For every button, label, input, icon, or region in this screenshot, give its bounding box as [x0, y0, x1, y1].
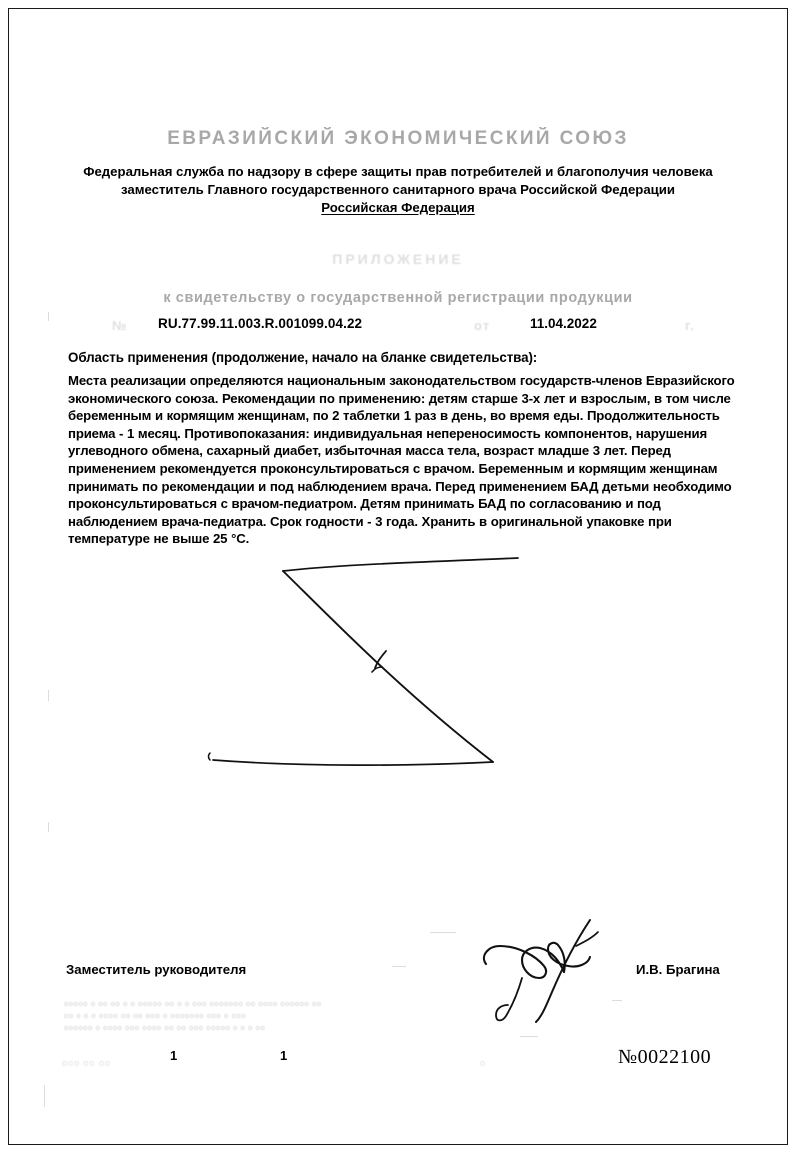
appendix-subtitle: к свидетельству о государственной регистрации продукции — [163, 290, 633, 306]
registration-date-value: 11.04.2022 — [530, 316, 597, 331]
scan-speckle — [520, 1036, 538, 1037]
page-marker-b: 1 — [280, 1048, 288, 1063]
eaeu-header-text: ЕВРАЗИЙСКИЙ ЭКОНОМИЧЕСКИЙ СОЮЗ — [167, 128, 629, 149]
scan-speckle — [44, 1085, 45, 1107]
serial-number: №0022100 — [618, 1046, 712, 1068]
registration-number-value: RU.77.99.11.003.R.001099.04.22 — [158, 316, 363, 331]
registration-date-label: от — [474, 318, 491, 333]
scan-speckle — [612, 1000, 622, 1001]
country-line — [0, 200, 796, 215]
handwritten-signature — [478, 912, 618, 1032]
footer-ghost-left: ооо оо оо — [62, 1058, 112, 1068]
scan-speckle — [48, 312, 49, 321]
authority-line-1: Федеральная служба по надзору в сфере защиты прав потребителей и благополучия человека — [83, 164, 713, 179]
section-title: Область применения (продолжение, начало на бланке свидетельства): — [68, 350, 538, 365]
scan-speckle — [48, 822, 49, 832]
registration-number-label: № — [112, 318, 128, 333]
footer-ghost-mid: о — [480, 1058, 487, 1068]
scan-speckle — [48, 690, 49, 701]
registration-date-suffix: г. — [685, 318, 696, 333]
footer-row — [0, 1046, 796, 1080]
appendix-word: ПРИЛОЖЕНИЕ — [332, 251, 464, 267]
issuing-authority — [60, 163, 736, 198]
signatory-role: Заместитель руководителя — [66, 962, 247, 977]
scan-speckle — [392, 966, 406, 967]
authority-line-2: заместитель Главного государственного санитарного врача Российской Федерации — [120, 181, 675, 197]
fineprint-line-2: оо о о о оооо оо оо ооо о ооооооо ооо о ооо — [64, 1011, 247, 1020]
cancellation-stroke — [185, 550, 585, 800]
fineprint-line-1: ооооо о оо оо о о ооооо оо о о ооо ооооооо оо оооо оооооо оо — [64, 999, 322, 1008]
scan-speckle — [430, 932, 456, 933]
registration-row — [0, 316, 796, 338]
country-label: Российская Федерация — [321, 200, 475, 215]
fineprint-block — [64, 998, 484, 1034]
application-scope-text: Места реализации определяются национальным законодательством государств-членов Евразийского экономического союза. Рекомендации по применению: детям старше 3-х лет и взрослым, в том числе беременным и кормящим женщинам, по 2 таблетки 1 раз в день, во время еды. Продолжительность приема - 1 месяц. Противопоказания: индивидуальная непереносимость компонентов, нарушения углеводного обмена, сахарный диабет, избыточная масса тела, возраст младше 3 лет. Перед применением рекомендуется проконсультироваться с врачом. Беременным и кормящим женщинам принимать по рекомендации и под наблюдением врача. Перед применением БАД детьми необходимо проконсультироваться с врачом-педиатром. Детям принимать БАД по согласованию и под наблюдением врача-педиатра. Срок годности - 3 года. Хранить в оригинальной упаковке при температуре не выше 25 °С. — [68, 373, 735, 547]
fineprint-line-3: оооооо о оооо ооо оооо оо оо ооо ооооо о о о оо — [64, 1023, 266, 1032]
signatory-name: И.В. Брагина — [636, 962, 720, 977]
page-marker-a: 1 — [170, 1048, 178, 1063]
